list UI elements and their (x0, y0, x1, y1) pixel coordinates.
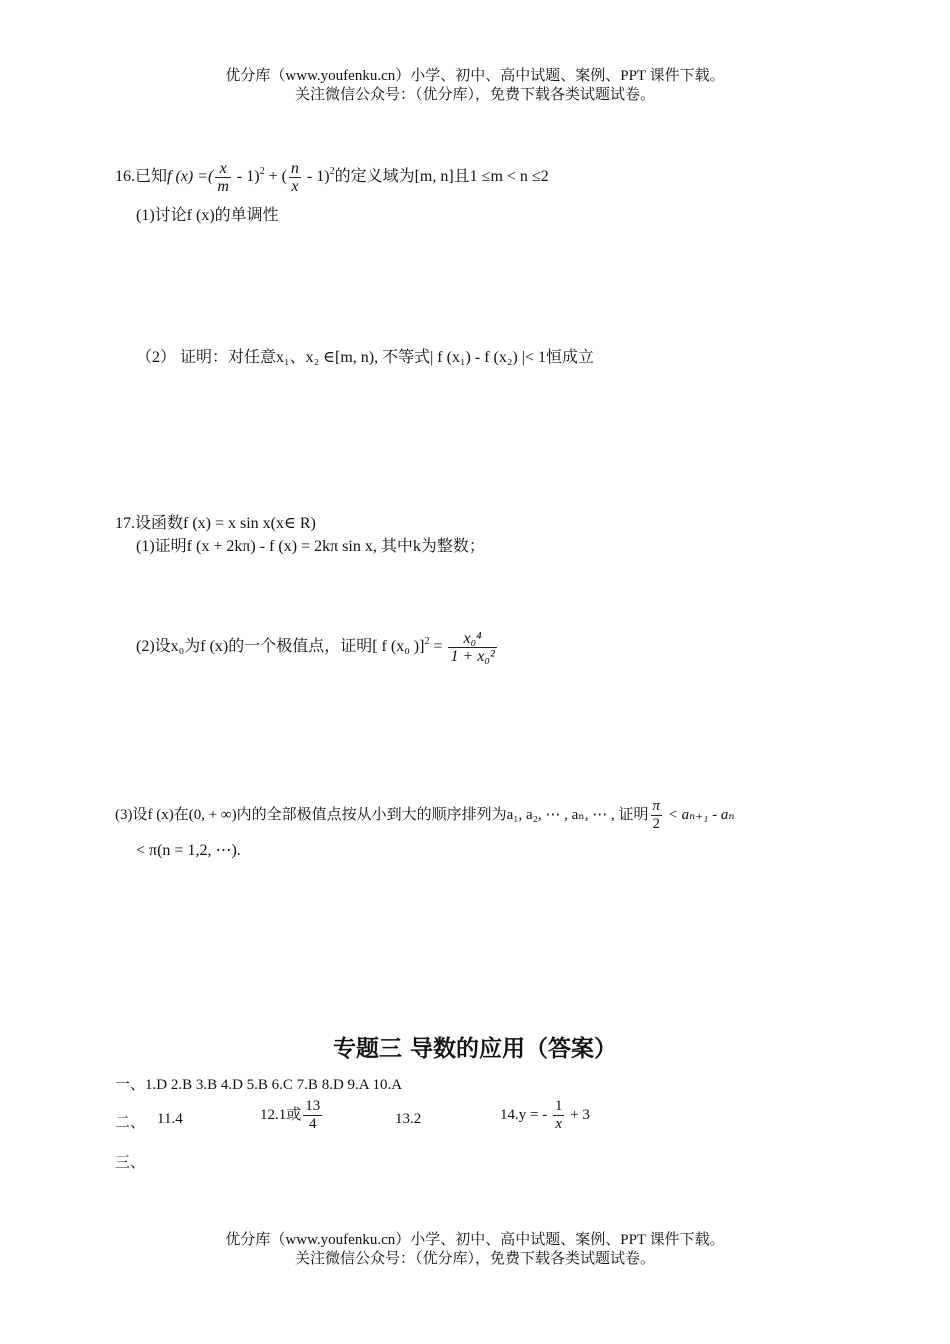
q16-stem (115, 160, 549, 195)
q17-part-2-frac-top: x₀⁴ (448, 630, 496, 648)
q17-part-2 (136, 630, 499, 665)
q17-part-2-text: (2)设x₀为f (x)的一个极值点，证明[ f (x₀ )] (136, 638, 425, 656)
q17-part-2-frac-bottom: 1 + x₀² (450, 648, 495, 665)
page-footer (0, 1231, 950, 1269)
page-header (0, 67, 950, 105)
header-line-2: 关注微信公众号：（优分库），免费下载各类试题试卷。 (294, 87, 655, 103)
q17-part-2-frac (448, 630, 496, 665)
q17-part-2-square: 2 (424, 636, 430, 648)
q17-part-3 (115, 798, 734, 833)
answer-12-text: 12.1或 (260, 1106, 302, 1123)
answers-row-3: 三、 (115, 1155, 146, 1171)
q16-frac-2-top: n (290, 160, 299, 177)
q16-sq-1: 2 (259, 166, 265, 178)
q16-label: 16.已知 (115, 168, 168, 186)
answer-14-text: 14.y = - (500, 1106, 551, 1123)
q17-part-1: (1)证明f (x + 2kπ) - f (x) = 2kπ sin x, 其中k为整数； (136, 538, 485, 555)
answer-11: 11.4 (157, 1111, 183, 1127)
q17-part-3-line-2: < π(n = 1,2, ⋯). (136, 842, 241, 859)
answer-12-frac-bottom: 4 (309, 1116, 317, 1132)
q16-tail: 的定义域为[m, n]且1 ≤m < n ≤2 (334, 168, 549, 186)
q16-mid-3: - 1) (302, 168, 330, 186)
q16-sq-2: 2 (329, 166, 335, 178)
q17-part-3-inequality: < aₙ₊₁ - aₙ (664, 806, 735, 823)
q16-mid-1: - 1) (232, 168, 260, 186)
answers-row-2-label: 二、 (115, 1115, 146, 1131)
q16-frac-1-bottom: m (217, 178, 229, 195)
q16-func: f (x) =( (167, 168, 214, 186)
answer-14-frac (553, 1098, 565, 1133)
answer-12-frac (303, 1098, 322, 1133)
q17-part-3-text: (3)设f (x)在(0, + ∞)内的全部极值点按从小到大的顺序排列为a₁, a₂, ⋯ , aₙ, ⋯ , 证明 (115, 806, 649, 823)
answers-title: 专题三 导数的应用（答案） (332, 1036, 617, 1062)
q17-part-3-frac-top: π (652, 798, 661, 814)
answers-row-1: 一、1.D 2.B 3.B 4.D 5.B 6.C 7.B 8.D 9.A 10.A (115, 1077, 403, 1093)
answer-12 (260, 1098, 324, 1133)
q16-part-1: (1)讨论f (x)的单调性 (136, 207, 279, 224)
q16-part-2: （2） 证明：对任意x₁、x₂ ∈[m, n), 不等式| f (x₁) - f (x₂) |< 1恒成立 (136, 349, 594, 366)
q17-part-3-frac-bottom: 2 (652, 816, 661, 832)
footer-line-2: 关注微信公众号：（优分库），免费下载各类试题试卷。 (294, 1251, 655, 1267)
q16-mid-2: + ( (264, 168, 287, 186)
q16-frac-2 (289, 160, 301, 195)
answer-12-frac-top: 13 (305, 1098, 321, 1114)
q16-frac-1 (215, 160, 231, 195)
answer-13: 13.2 (395, 1111, 422, 1127)
answer-14 (500, 1098, 590, 1133)
header-line-1: 优分库（www.youfenku.cn）小学、初中、高中试题、案例、PPT 课件下载。 (225, 68, 725, 84)
answer-14-frac-bottom: x (555, 1116, 563, 1132)
answers-row-2 (115, 1098, 715, 1144)
answer-14-tail: + 3 (566, 1106, 590, 1123)
q17-part-2-equals: = (429, 638, 447, 656)
q17-part-3-frac (651, 798, 663, 833)
q17-stem: 17.设函数f (x) = x sin x(x∈ R) (115, 515, 316, 532)
footer-line-1: 优分库（www.youfenku.cn）小学、初中、高中试题、案例、PPT 课件下载。 (225, 1232, 725, 1248)
answer-14-frac-top: 1 (554, 1098, 563, 1114)
q16-frac-1-top: x (215, 160, 231, 178)
q16-frac-2-bottom: x (291, 178, 299, 195)
